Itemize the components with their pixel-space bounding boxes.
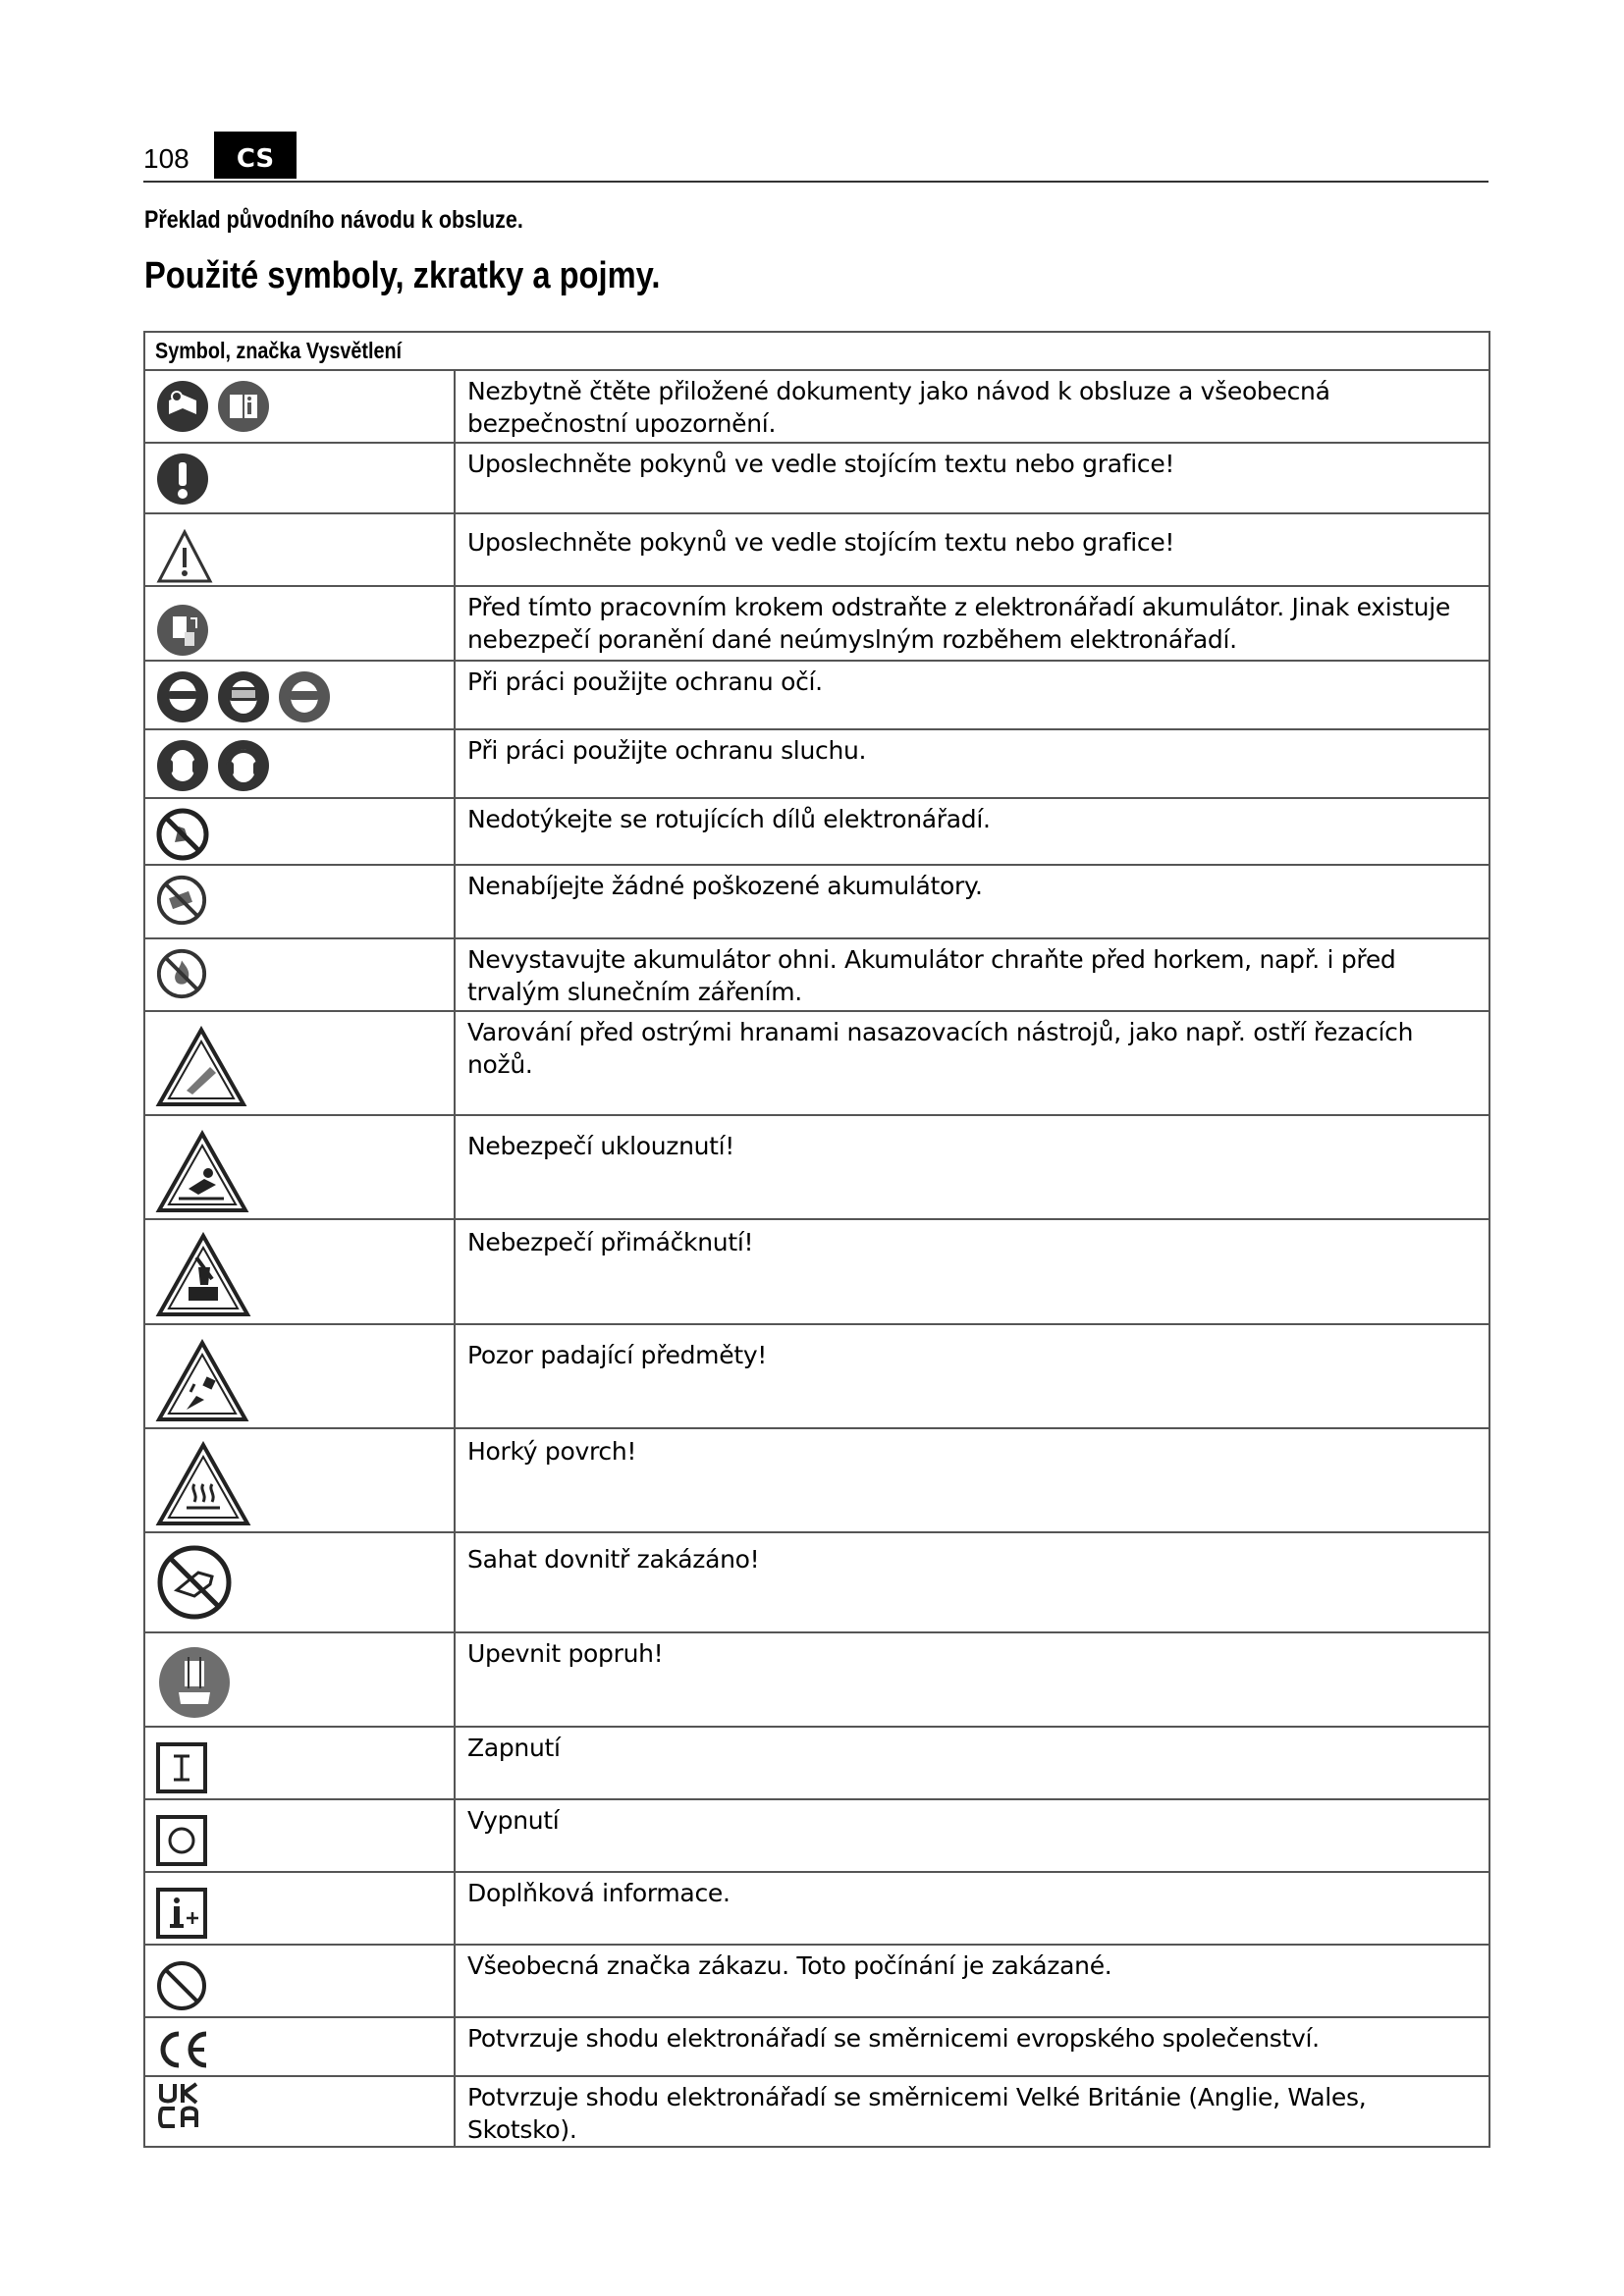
table-row — [144, 370, 1489, 443]
table-row — [144, 1219, 1489, 1324]
crush-hazard-icon — [155, 1232, 251, 1318]
symbol-cell — [144, 661, 455, 729]
table-header-row — [144, 332, 1489, 370]
no-touch-rotating-parts-icon — [155, 807, 210, 862]
symbol-cell — [144, 2017, 455, 2076]
table-row — [144, 1727, 1489, 1799]
description-cell: Při práci použijte ochranu sluchu. — [455, 729, 1489, 798]
description-cell: Pozor padající předměty! — [455, 1324, 1489, 1428]
description-cell: Upevnit popruh! — [455, 1632, 1489, 1727]
table-row — [144, 1428, 1489, 1532]
description-cell: Varování před ostrými hranami nasazovacích nástrojů, jako např. ostří řezacích nožů. — [455, 1011, 1489, 1115]
remove-battery-icon — [155, 603, 210, 658]
ear-muffs-icon — [216, 738, 271, 793]
description-cell: Před tímto pracovním krokem odstraňte z elektronářadí akumulátor. Jinak existuje nebezpečí poranění dané neúmyslným rozběhem elektronářadí. — [455, 586, 1489, 661]
table-row — [144, 586, 1489, 661]
symbol-cell — [144, 938, 455, 1011]
description-cell: Horký povrch! — [455, 1428, 1489, 1532]
no-charge-damaged-battery-icon — [155, 874, 208, 927]
symbol-cell — [144, 1632, 455, 1727]
description-cell: Zapnutí — [455, 1727, 1489, 1799]
face-shield-icon — [216, 669, 271, 724]
table-row — [144, 798, 1489, 865]
read-manual-icon — [155, 379, 210, 434]
table-row — [144, 1532, 1489, 1632]
additional-info-icon — [155, 1887, 208, 1940]
fasten-strap-icon — [155, 1643, 234, 1722]
table-row — [144, 1011, 1489, 1115]
description-cell: Vypnutí — [455, 1799, 1489, 1872]
symbol-cell — [144, 1115, 455, 1219]
symbol-cell — [144, 1011, 455, 1115]
description-cell: Nezbytně čtěte přiložené dokumenty jako návod k obsluze a všeobecná bezpečnostní upozornění. — [455, 370, 1489, 443]
symbol-cell — [144, 1428, 455, 1532]
description-cell: Všeobecná značka zákazu. Toto počínání je zakázané. — [455, 1945, 1489, 2017]
ce-mark-icon — [155, 2028, 214, 2071]
symbol-cell — [144, 2076, 455, 2147]
table-row — [144, 938, 1489, 1011]
prohibition-icon — [155, 1959, 208, 2012]
no-reach-in-icon — [155, 1543, 234, 1622]
table-row — [144, 1115, 1489, 1219]
language-badge: CS — [214, 132, 297, 179]
ear-protection-icon — [155, 738, 210, 793]
description-cell: Potvrzuje shodu elektronářadí se směrnicemi Velké Británie (Anglie, Wales, Skotsko). — [455, 2076, 1489, 2147]
description-cell: Nevystavujte akumulátor ohni. Akumulátor chraňte před horkem, např. i před trvalým slunečním zářením. — [455, 938, 1489, 1011]
table-row — [144, 661, 1489, 729]
symbol-cell — [144, 586, 455, 661]
document-subtitle: Překlad původního návodu k obsluze. — [144, 206, 523, 234]
symbols-table — [143, 331, 1490, 2148]
table-row — [144, 729, 1489, 798]
table-row — [144, 1872, 1489, 1945]
symbol-cell — [144, 1872, 455, 1945]
table-header: Symbol, značka Vysvětlení — [144, 332, 1489, 370]
description-cell: Nedotýkejte se rotujících dílů elektronářadí. — [455, 798, 1489, 865]
description-cell: Uposlechněte pokynů ve vedle stojícím textu nebo grafice! — [455, 443, 1489, 513]
table-row — [144, 513, 1489, 586]
symbol-cell — [144, 370, 455, 443]
page-number: 108 — [143, 143, 189, 174]
symbol-cell — [144, 443, 455, 513]
symbol-cell — [144, 1945, 455, 2017]
slip-hazard-icon — [155, 1130, 249, 1214]
description-cell: Nenabíjejte žádné poškozené akumulátory. — [455, 865, 1489, 938]
symbol-cell — [144, 1532, 455, 1632]
description-cell: Doplňková informace. — [455, 1872, 1489, 1945]
safety-goggles-icon — [277, 669, 332, 724]
warning-triangle-icon — [155, 528, 214, 585]
description-cell: Při práci použijte ochranu očí. — [455, 661, 1489, 729]
info-book-icon — [216, 379, 271, 434]
description-cell: Nebezpečí uklouznutí! — [455, 1115, 1489, 1219]
power-off-icon — [155, 1814, 208, 1867]
page-header — [143, 132, 1489, 183]
description-cell: Potvrzuje shodu elektronářadí se směrnicemi evropského společenství. — [455, 2017, 1489, 2076]
eye-protection-icon — [155, 669, 210, 724]
description-cell: Uposlechněte pokynů ve vedle stojícím textu nebo grafice! — [455, 513, 1489, 586]
page-title: Použité symboly, zkratky a pojmy. — [144, 255, 661, 296]
table-row — [144, 443, 1489, 513]
no-fire-battery-icon — [155, 947, 208, 1000]
table-row — [144, 1632, 1489, 1727]
symbol-cell — [144, 1799, 455, 1872]
table-row — [144, 2017, 1489, 2076]
symbol-cell — [144, 1324, 455, 1428]
description-cell: Sahat dovnitř zakázáno! — [455, 1532, 1489, 1632]
table-row — [144, 1799, 1489, 1872]
symbol-cell — [144, 865, 455, 938]
sharp-edges-warning-icon — [155, 1026, 247, 1108]
symbol-cell — [144, 1727, 455, 1799]
table-row — [144, 1945, 1489, 2017]
exclamation-mandatory-icon — [155, 452, 210, 507]
description-cell: Nebezpečí přimáčknutí! — [455, 1219, 1489, 1324]
symbol-cell — [144, 513, 455, 586]
table-row — [144, 1324, 1489, 1428]
hot-surface-icon — [155, 1441, 251, 1527]
table-row — [144, 2076, 1489, 2147]
falling-objects-icon — [155, 1339, 249, 1423]
table-row — [144, 865, 1489, 938]
symbol-cell — [144, 1219, 455, 1324]
symbol-cell — [144, 729, 455, 798]
ukca-mark-icon — [155, 2081, 204, 2130]
power-on-icon — [155, 1741, 208, 1794]
symbol-cell — [144, 798, 455, 865]
